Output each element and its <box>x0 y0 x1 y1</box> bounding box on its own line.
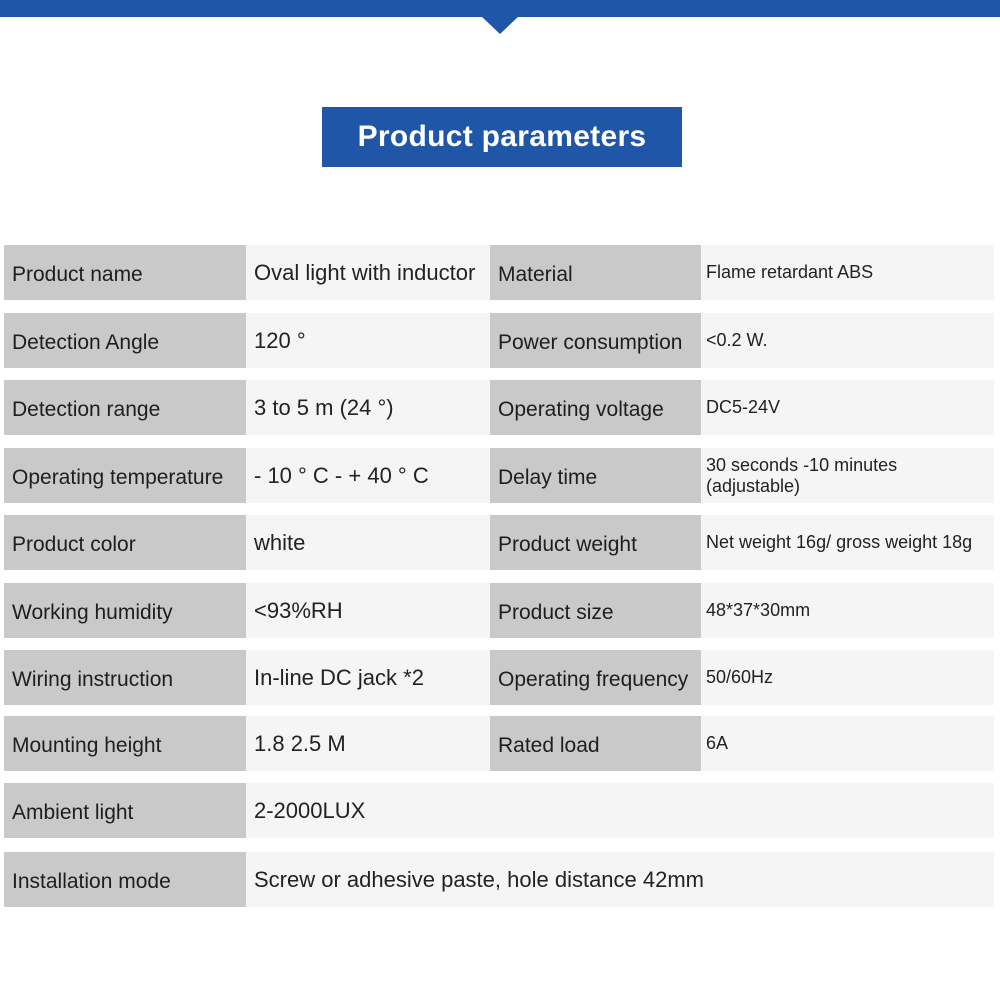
table-row <box>4 245 994 300</box>
param-label: Working humidity <box>4 583 246 638</box>
param-label: Product color <box>4 515 246 570</box>
param-label: Power consumption <box>490 313 701 368</box>
table-row <box>4 783 994 838</box>
page-title: Product parameters <box>322 107 682 167</box>
param-value: <0.2 W. <box>701 313 994 368</box>
table-row <box>4 380 994 435</box>
param-label: Product weight <box>490 515 701 570</box>
table-row <box>4 716 994 771</box>
table-row <box>4 650 994 705</box>
param-label: Detection range <box>4 380 246 435</box>
param-value: 6A <box>701 716 994 771</box>
param-label: Installation mode <box>4 852 246 907</box>
param-value: <93%RH <box>246 583 492 638</box>
param-label: Operating temperature <box>4 448 246 503</box>
param-value: 120 ° <box>246 313 492 368</box>
param-value: Net weight 16g/ gross weight 18g <box>701 515 994 570</box>
param-value: 48*37*30mm <box>701 583 994 638</box>
table-row <box>4 515 994 570</box>
param-value: 2-2000LUX <box>246 783 994 838</box>
param-value: 50/60Hz <box>701 650 994 705</box>
table-row <box>4 583 994 638</box>
param-label: Detection Angle <box>4 313 246 368</box>
param-label: Product name <box>4 245 246 300</box>
param-value: 1.8 2.5 M <box>246 716 492 771</box>
param-label: Operating voltage <box>490 380 701 435</box>
param-value: In-line DC jack *2 <box>246 650 492 705</box>
param-label: Ambient light <box>4 783 246 838</box>
param-value: Flame retardant ABS <box>701 245 994 300</box>
top-banner-bar <box>0 0 1000 17</box>
param-value: 30 seconds -10 minutes (adjustable) <box>701 448 994 503</box>
param-value: DC5-24V <box>701 380 994 435</box>
param-label: Material <box>490 245 701 300</box>
param-label: Wiring instruction <box>4 650 246 705</box>
param-value: - 10 ° C - + 40 ° C <box>246 448 492 503</box>
param-value: white <box>246 515 492 570</box>
table-row <box>4 852 994 907</box>
param-value: Screw or adhesive paste, hole distance 42mm <box>246 852 994 907</box>
param-label: Product size <box>490 583 701 638</box>
param-value: 3 to 5 m (24 °) <box>246 380 492 435</box>
param-label: Delay time <box>490 448 701 503</box>
param-label: Operating frequency <box>490 650 701 705</box>
param-label: Rated load <box>490 716 701 771</box>
table-row <box>4 313 994 368</box>
table-row <box>4 448 994 503</box>
param-label: Mounting height <box>4 716 246 771</box>
chevron-down-icon <box>481 16 519 34</box>
param-value: Oval light with inductor <box>246 245 492 300</box>
